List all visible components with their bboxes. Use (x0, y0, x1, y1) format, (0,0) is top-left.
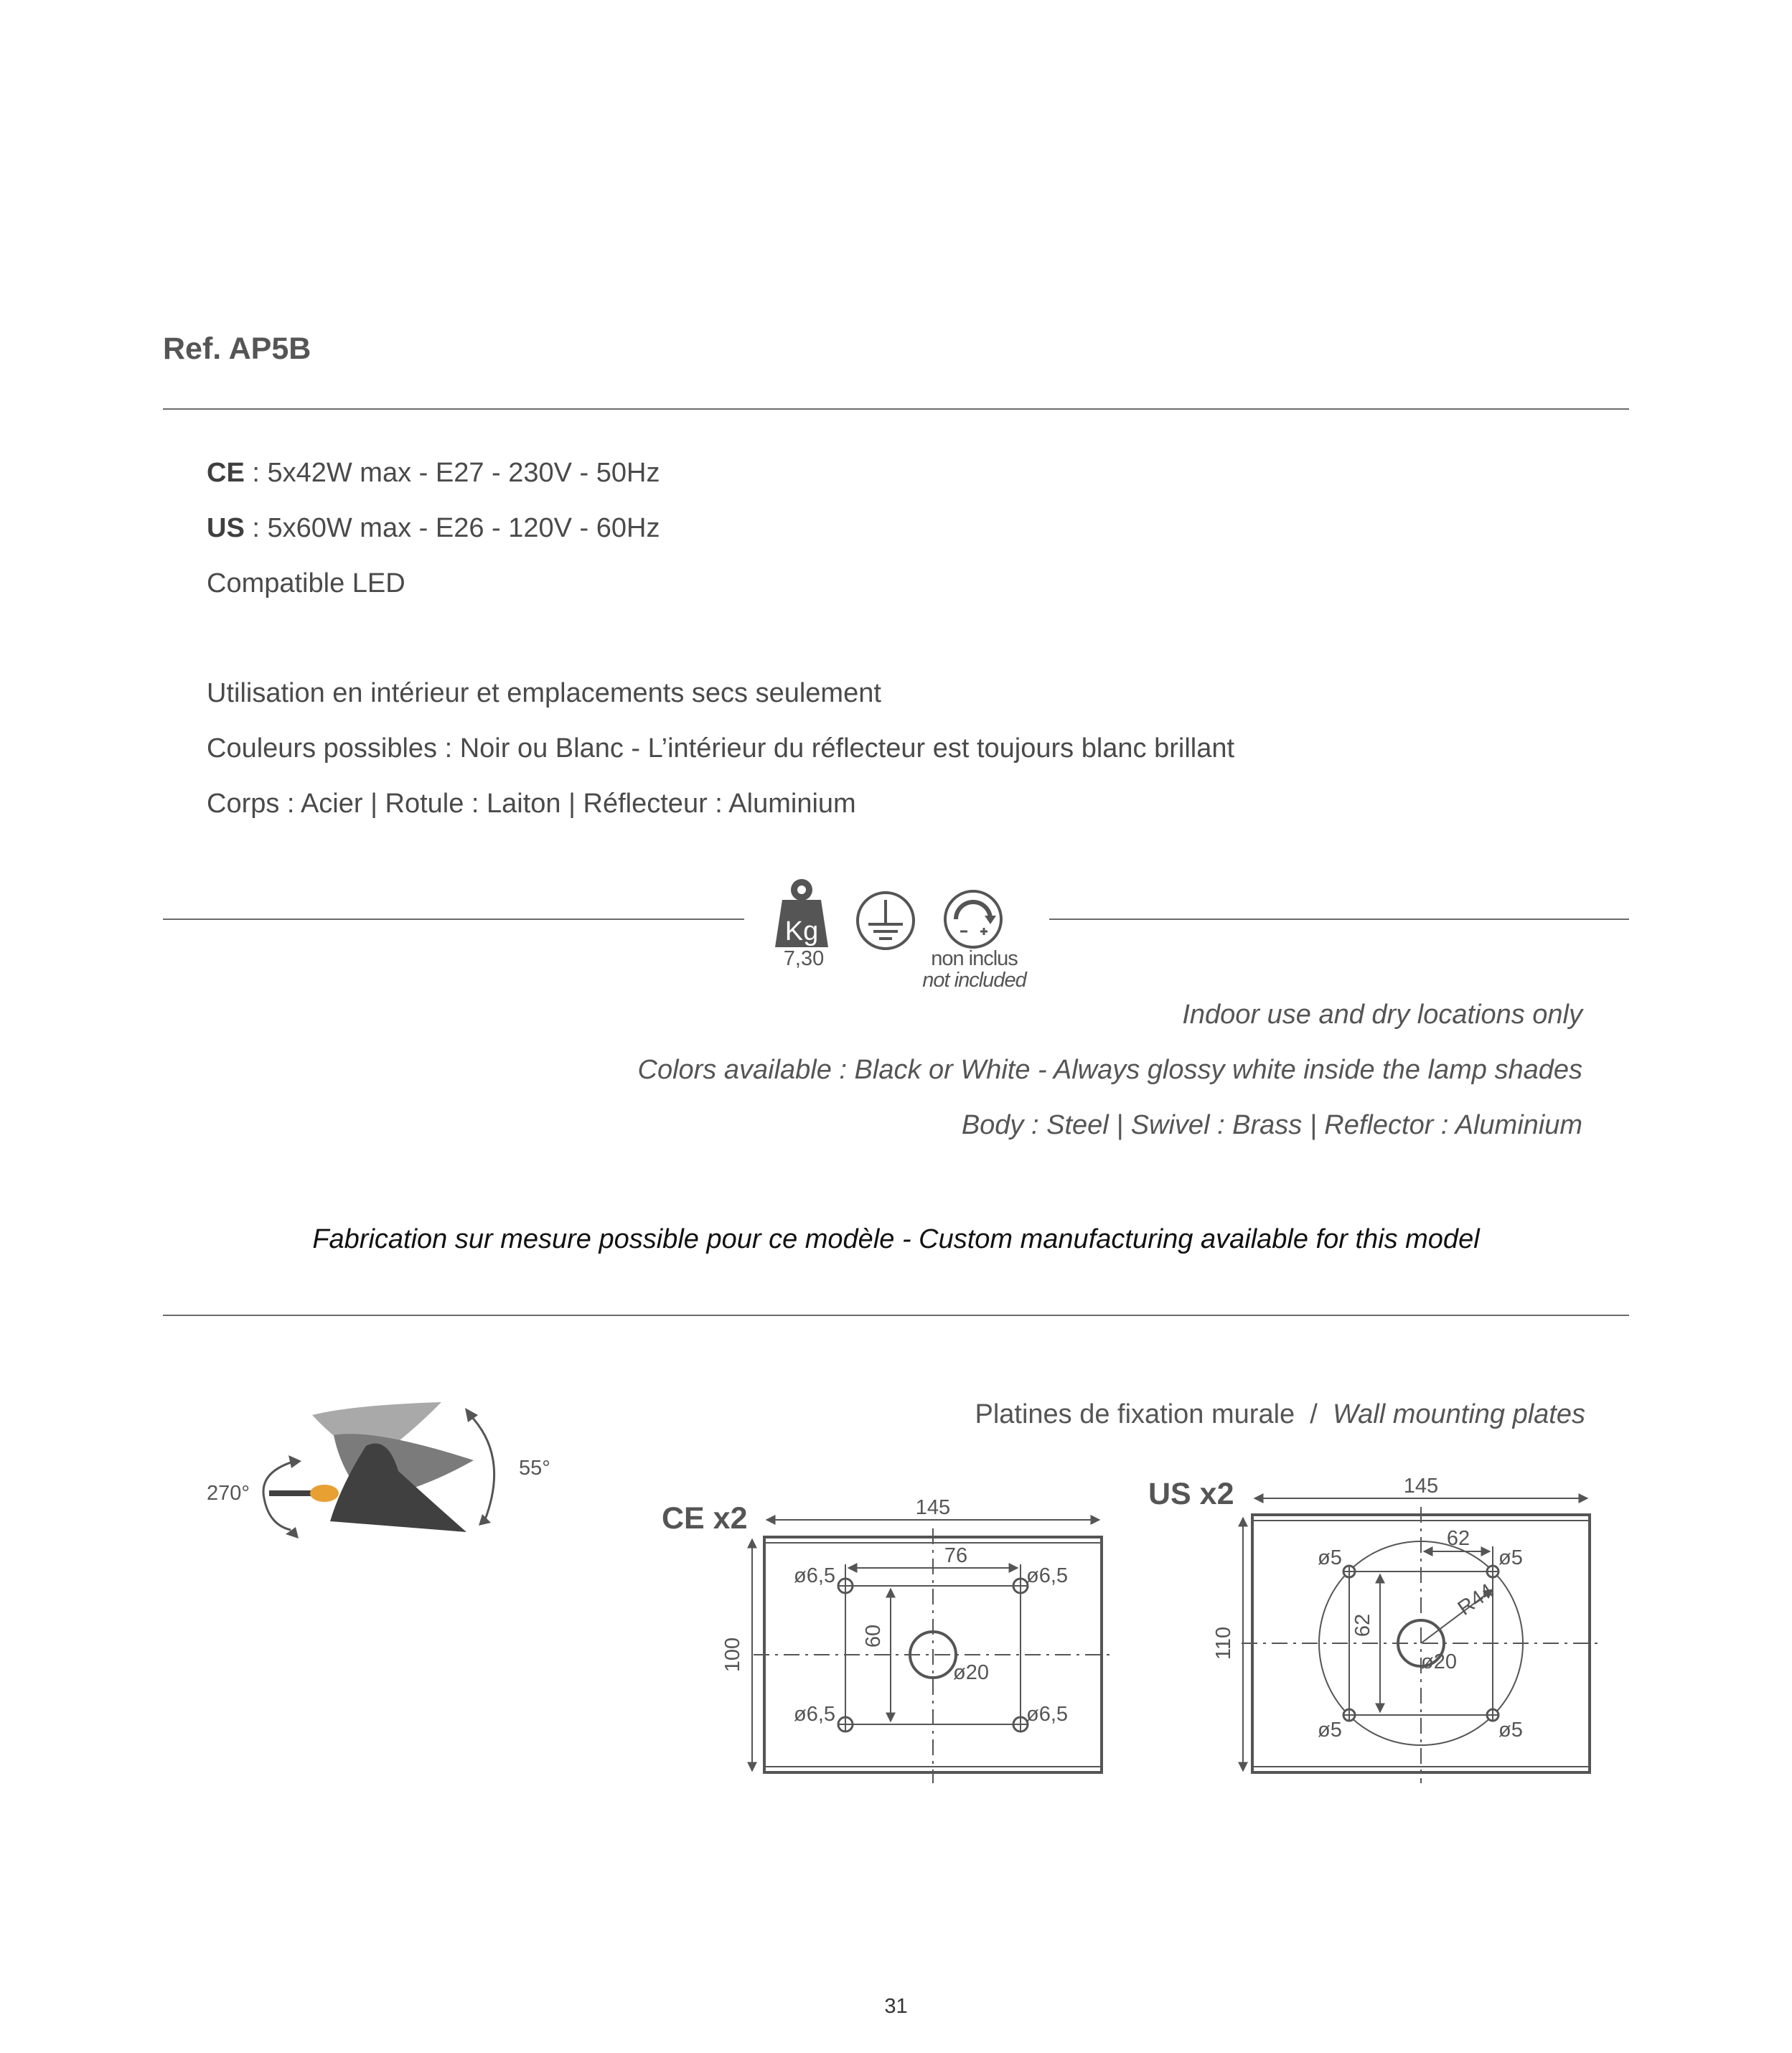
us-mounting-hole (1487, 1709, 1498, 1721)
ce-hole-label: ø6,5 (794, 1703, 836, 1726)
header-divider (163, 408, 1629, 410)
en-usage: Indoor use and dry locations only (1182, 1000, 1582, 1030)
custom-manufacturing-note: Fabrication sur mesure possible pour ce modèle - Custom manufacturing available for this model (312, 1224, 1480, 1254)
ce-width: 145 (915, 1496, 951, 1519)
us-mounting-hole (1343, 1709, 1355, 1721)
us-height: 110 (1212, 1626, 1235, 1660)
spec-us (207, 513, 660, 544)
vertical-rotation-arrow (470, 1415, 494, 1521)
page-number: 31 (884, 1995, 908, 2018)
us-hole-label: ø5 (1318, 1546, 1342, 1569)
spec-ce (207, 458, 660, 489)
us-width: 145 (1403, 1475, 1439, 1498)
weight-value: 7,30 (783, 947, 825, 970)
fr-usage: Utilisation en intérieur et emplacements secs seulement (207, 678, 881, 708)
plates-title (975, 1399, 1585, 1430)
product-reference: Ref. AP5B (163, 332, 311, 366)
dimmer-note-fr: non inclus (931, 947, 1018, 970)
lamp-bulb (310, 1485, 339, 1502)
spec-us-label: US (207, 513, 245, 543)
en-materials: Body : Steel | Swivel : Brass | Reflector : Aluminium (961, 1110, 1582, 1140)
ce-mounting-hole (1013, 1579, 1028, 1593)
us-center-hole-label: ø20 (1421, 1650, 1457, 1673)
us-hole-label: ø5 (1498, 1719, 1523, 1742)
us-hole-label: ø5 (1498, 1546, 1523, 1569)
spec-ce-label: CE (207, 458, 245, 488)
fr-materials: Corps : Acier | Rotule : Laiton | Réflecteur : Aluminium (207, 789, 856, 819)
lamp-rotation-illustration (201, 1392, 574, 1550)
ce-hole-label: ø6,5 (1026, 1703, 1069, 1726)
ce-center-hole-label: ø20 (953, 1661, 989, 1684)
earth-ground-icon (858, 893, 914, 949)
us-plate-label: US x2 (1148, 1477, 1234, 1511)
ce-hole-spacing-y: 60 (862, 1624, 885, 1648)
plates-title-en: Wall mounting plates (1332, 1399, 1585, 1429)
ce-height: 100 (721, 1637, 744, 1673)
ce-plate-label: CE x2 (662, 1501, 748, 1536)
dimmer-icon (945, 891, 1001, 947)
weight-icon (775, 879, 828, 947)
us-mounting-hole (1487, 1566, 1498, 1577)
spec-ce-value: : 5x42W max - E27 - 230V - 50Hz (244, 458, 660, 488)
plates-title-separator: / (1295, 1399, 1333, 1429)
ce-mounting-hole (838, 1579, 853, 1593)
icon-row-right-rule (1049, 919, 1629, 920)
vertical-rotation-angle: 55° (519, 1457, 550, 1480)
spec-led: Compatible LED (207, 568, 405, 598)
us-radius: R44 (1453, 1579, 1498, 1620)
dimmer-note-en: not included (922, 969, 1026, 992)
ce-mounting-hole (838, 1717, 853, 1732)
ce-hole-label: ø6,5 (1026, 1564, 1069, 1587)
en-colors: Colors available : Black or White - Always glossy white inside the lamp shades (637, 1055, 1582, 1085)
weight-unit: Kg (784, 916, 819, 946)
us-hole-spacing-y: 62 (1351, 1613, 1374, 1638)
us-hole-label: ø5 (1318, 1719, 1342, 1742)
horizontal-rotation-angle: 270° (207, 1482, 250, 1505)
us-hole-spacing-x: 62 (1446, 1527, 1470, 1550)
spec-us-value: : 5x60W max - E26 - 120V - 60Hz (244, 513, 660, 543)
icon-row-left-rule (163, 919, 744, 920)
fr-colors: Couleurs possibles : Noir ou Blanc - L’intérieur du réflecteur est toujours blanc brillant (207, 733, 1235, 764)
ce-hole-spacing-x: 76 (944, 1544, 968, 1567)
section-divider (163, 1315, 1629, 1316)
ce-hole-label: ø6,5 (794, 1564, 836, 1587)
ce-mounting-hole (1013, 1717, 1028, 1732)
plates-title-fr: Platines de fixation murale (975, 1399, 1295, 1429)
ce-plate-drawing (646, 1464, 1120, 1801)
us-mounting-hole (1343, 1566, 1355, 1577)
us-plate-drawing (1134, 1464, 1608, 1801)
